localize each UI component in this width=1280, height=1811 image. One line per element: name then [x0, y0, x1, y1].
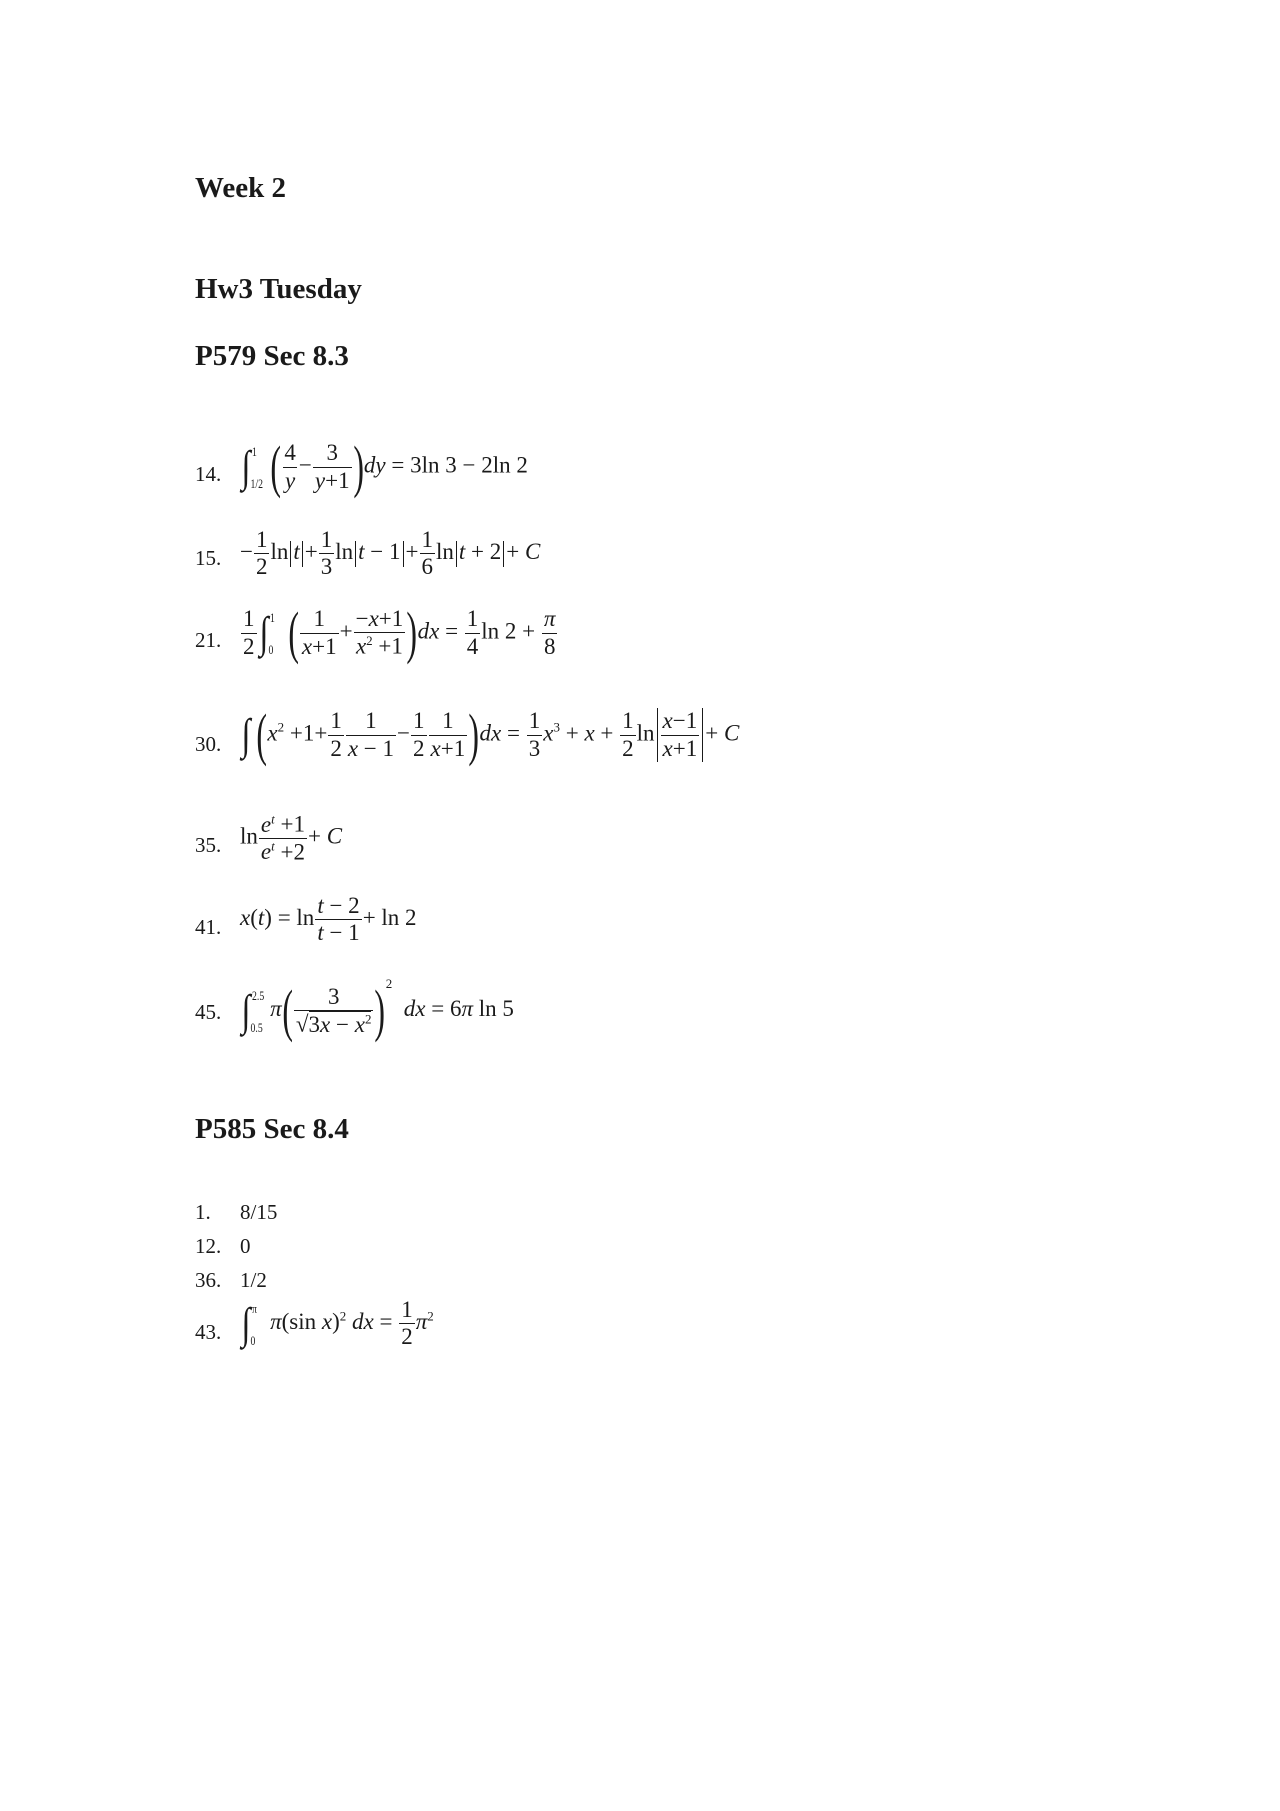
list-item-number: 1. — [195, 1200, 211, 1224]
list-item-answer: 8/15 — [240, 1200, 278, 1224]
problem-number-21: 21. — [195, 628, 222, 652]
problem-number-30: 30. — [195, 732, 222, 756]
homework-title: Hw3 Tuesday — [195, 273, 362, 305]
list-item-number: 43. — [195, 1320, 222, 1344]
problem-number-15: 15. — [195, 546, 222, 570]
problem-number-35: 35. — [195, 833, 222, 857]
problem-43-expression: ∫ π 0 π(sin x)$^2$ dx = $\frac{1}{2}$ $\pi^2$ — [241, 1297, 434, 1350]
list-item-number: 36. — [195, 1268, 222, 1292]
problem-30-expression: ∫ ($x^2 +1+$ $\frac{1}{2}$ $\frac{1}{x - 1}$ − $\frac{1}{2}$ $\frac{1}{x+1}$ )dx = $\frac{1}{3}$ $x^3 + x$ + $\frac{1}{2}$ ln $\frac{x-1}{x+1}$ + C — [241, 702, 740, 767]
section-heading-8-4: P585 Sec 8.4 — [195, 1113, 349, 1145]
list-item-answer: 1/2 — [240, 1268, 267, 1292]
problem-35-expression: ln $\frac{e^t +1}{e^t +2}$ + C — [240, 811, 343, 865]
problem-14-expression: ∫ 1 1/2 ( $\frac{4}{y}$ − $\frac{3}{y+1}$ )dy = 3ln 3 − 2ln 2 — [241, 434, 528, 499]
list-item-number: 12. — [195, 1234, 222, 1258]
problem-number-14: 14. — [195, 462, 222, 486]
section-heading-8-3: P579 Sec 8.3 — [195, 340, 349, 372]
problem-15-expression: − $\frac{1}{2}$ ln t + $\frac{1}{3}$ ln t − 1 + $\frac{1}{6}$ ln t + 2 + C — [240, 527, 541, 580]
week-title: Week 2 — [195, 172, 287, 204]
problem-21-expression: $\frac{1}{2}$ ∫ 1 0 ( $\frac{1}{x+1}$ + $\frac{-x+1}{x^2 +1}$ )dx = $\frac{1}{4}$ ln 2 + $\frac{\pi}{8}$ — [243, 600, 556, 665]
problem-number-41: 41. — [195, 915, 222, 939]
problem-41-expression: x(t) = ln $\frac{t - 2}{t - 1}$ + ln 2 — [240, 893, 417, 946]
list-item-answer: 0 — [240, 1234, 251, 1258]
problem-number-45: 45. — [195, 1000, 222, 1024]
problem-45-expression: ∫ 2.5 0.5 π( $\frac{3}{√3x - x^2}$ )$^2$ dx = 6π ln 5 — [241, 976, 514, 1043]
